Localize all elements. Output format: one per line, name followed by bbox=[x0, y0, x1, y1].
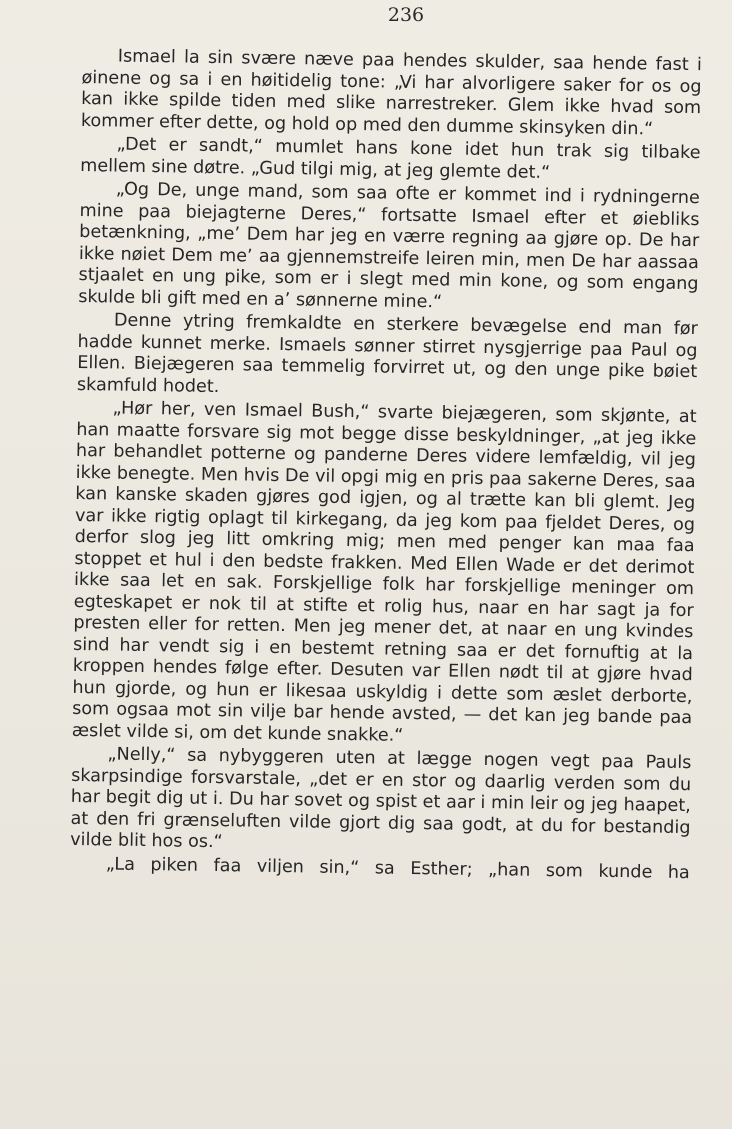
paragraph: „Det er sandt,“ mumlet hans kone idet hun trak sig tilbake mellem sine døtre. „Gud tilgi mig, at jeg glemte det.“ bbox=[80, 134, 701, 183]
paragraph: Denne ytring fremkaldte en sterkere bevægelse end man før hadde kunnet merke. Ismaels sønner stirret nysgjerrige paa Paul og Ellen. Biejægeren saa temmelig forvirret ut, og den unge pike bøiet skamfuld hodet. bbox=[76, 310, 699, 397]
paragraph: „La piken faa viljen sin,“ sa Esther; „han som kunde ha bbox=[105, 853, 690, 883]
paragraph: „Hør her, ven Ismael Bush,“ svarte biejægeren, som skjønte, at han maatte forsvare sig mot begge disse beskyldninger, „at jeg ikke har behandlet potterne og panderne Deres videre lemfældig, vil jeg ikke benegte. Men hvis De vil opgi mig en pris paa sakerne Deres, saa kan kanske skaden gjøres god igjen, og al trætte kan bli glemt. Jeg var ikke rigtig oplagt til kirkegang, da jeg kom paa fjeldet Deres, og derfor slog jeg litt omkring mig; men med penger kan maa faa stoppet et hul i den bedste frakken. Med Ellen Wade er det derimot ikke saa let en sak. Forskjellige folk har forskjellige meninger om egteskapet er nok til at stifte et rolig hus, naar en har sagt ja for presten eller for retten. Men jeg mener det, at naar en ung kvindes sind har vendt sig i en bestemt retning saa er det fornuftig at la kroppen hendes følge efter. Desuten var Ellen nødt til at gjøre hvad hun gjorde, og hun er likesaa uskyldig i dette som æslet derborte, som ogsaa mot sin vilje bar hende avsted, — det kan jeg bande paa æslet vilde si, om det kunde snakke.“ bbox=[71, 398, 697, 746]
page-number: 236 bbox=[387, 4, 425, 26]
paragraph: Ismael la sin svære næve paa hendes skulder, saa hende fast i øinene og sa i en høitidelig tone: „Vi har alvorligere saker for os og kan ikke spilde tiden med slike narrestreker. Glem ikke hvad som kommer efter dette, og hold op med den dumme skinsyken din.“ bbox=[80, 46, 702, 139]
paragraph: „Nelly,“ sa nybyggeren uten at lægge nogen vegt paa Pauls skarpsindige forsvarstale, „det er en stor og daarlig verden som du har begit dig ut i. Du har sovet og spist et aar i min leir og jeg haapet, at den fri grænseluften vilde gjort dig saa godt, at du for bestandig vilde blit hos os.“ bbox=[70, 744, 692, 853]
paragraph: „Og De, unge mand, som saa ofte er kommet ind i rydningerne mine paa biejagterne Deres,“ fortsatte Ismael efter et øiebliks betænkning, „me’ Dem har jeg en værre regning aa gjøre op. De har ikke nøiet Dem me’ aa gjennemstreife leiren min, men De har aassaa stjaalet en ung pike, som er i slegt med min kone, og som engang skulde bli gift med en a’ sønnerne mine.“ bbox=[78, 179, 700, 312]
body-text bbox=[70, 46, 702, 886]
